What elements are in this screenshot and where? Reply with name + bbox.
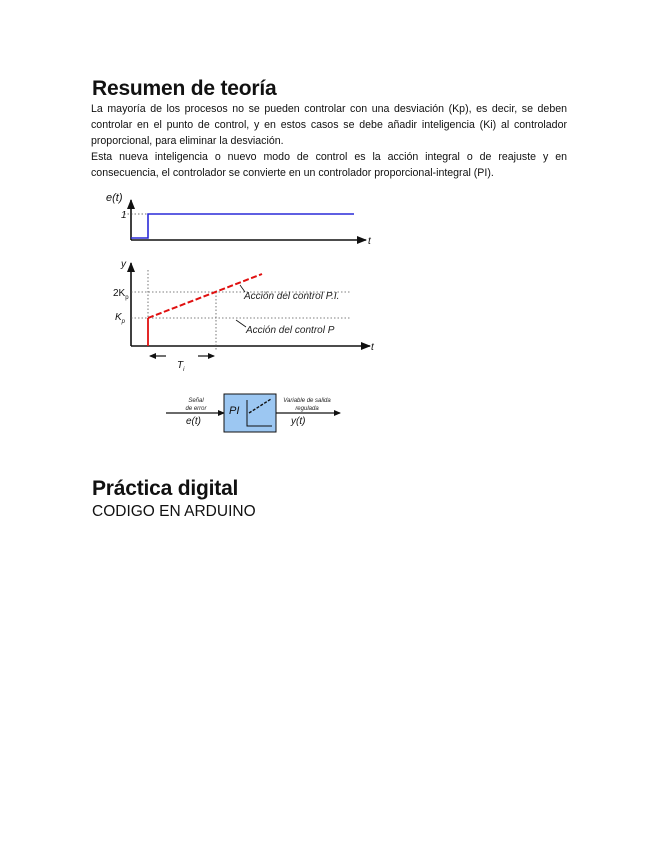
annotation-p-text: Acción del control P — [246, 325, 335, 336]
pi-response-graph — [113, 259, 375, 373]
y-tick-kp: $K_p$ — [115, 312, 126, 325]
paragraph-intro: La mayoría de los procesos no se pueden controlar con una desviación (Kp), es decir, se deben controlar en el punto de control, y en estos casos se debe añadir inteligencia (Ki) al controlador proporcional, para eliminar la desviación. — [91, 103, 567, 147]
graph1-y-tick: 1 — [121, 210, 127, 221]
section-title-practica: Práctica digital — [92, 477, 239, 500]
input-caption-line2: de error — [185, 406, 207, 412]
input-caption-line1: Señal — [188, 398, 204, 404]
output-signal-label: y(t) — [291, 416, 306, 427]
pi-block-label: PI — [229, 405, 240, 417]
graph2-y-label: y — [121, 259, 126, 270]
graph2-x-label: t — [371, 342, 374, 353]
annotation-pi-text: Acción del control P.I. — [244, 291, 340, 302]
output-caption-line2: regulada — [295, 406, 319, 412]
graph1-y-label: e(t) — [106, 192, 123, 204]
paragraph-pi-explanation: Esta nueva inteligencia o nuevo modo de control es la acción integral o de reajuste y en consecuencia, el controlador se convierte en un controlador proporcional-integral (PI). — [91, 151, 567, 179]
pi-block-diagram — [166, 394, 340, 432]
output-caption-line1: Variable de salida — [283, 398, 331, 404]
step-signal-line — [131, 214, 354, 238]
graph1-x-label: t — [368, 236, 371, 247]
y-tick-2kp: $2K_p$ — [113, 288, 129, 301]
section-subtitle-arduino: CODIGO EN ARDUINO — [92, 503, 256, 520]
error-step-graph — [106, 192, 372, 247]
section-title-resumen: Resumen de teoría — [92, 77, 277, 100]
ti-label: $T_i$ — [177, 360, 185, 373]
input-signal-label: e(t) — [186, 416, 201, 427]
annotation-p-leader — [236, 320, 246, 327]
